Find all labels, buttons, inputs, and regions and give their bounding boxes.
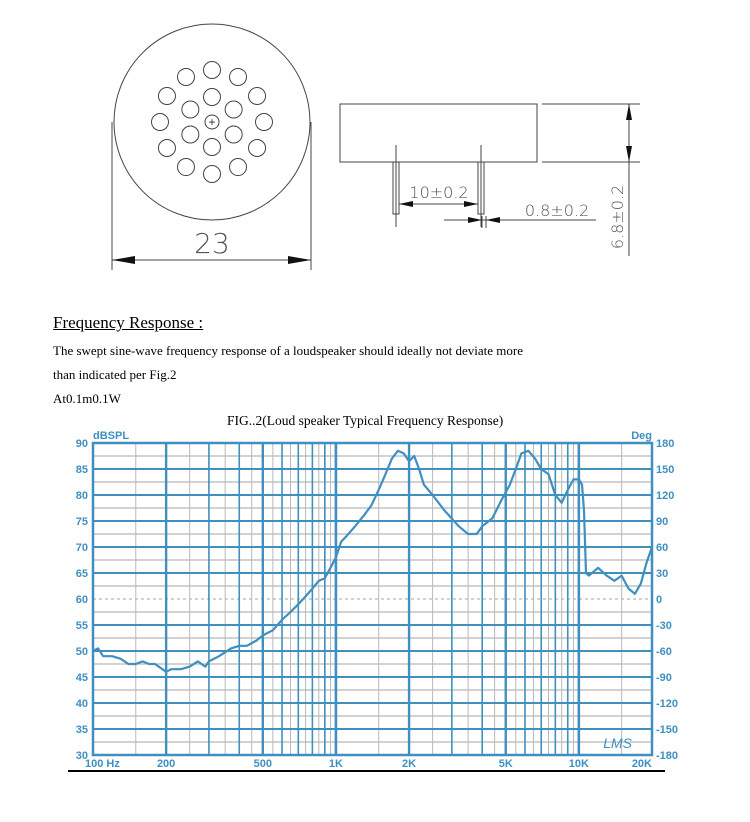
y-axis-label: dBSPL — [93, 430, 130, 442]
y2-tick-label: 30 — [656, 568, 669, 580]
x-tick-label: 200 — [156, 758, 176, 770]
y2-tick-label: -90 — [656, 672, 672, 684]
y-tick-label: 70 — [75, 542, 88, 554]
y-tick-label: 90 — [75, 438, 88, 450]
x-tick-label: 5K — [498, 758, 513, 770]
y-tick-label: 75 — [75, 516, 88, 528]
diameter-label: 23 — [194, 227, 230, 260]
y-tick-label: 60 — [75, 594, 88, 606]
x-tick-label: 20K — [631, 758, 652, 770]
y-tick-label: 80 — [75, 490, 88, 502]
pin-width-label: 0.8±0.2 — [524, 201, 590, 220]
y-tick-label: 35 — [75, 724, 88, 736]
y2-tick-label: 150 — [656, 464, 675, 476]
y2-tick-label: -30 — [656, 620, 672, 632]
lms-watermark: LMS — [603, 735, 632, 751]
height-label: 6.8±0.2 — [608, 184, 627, 250]
y-tick-label: 65 — [75, 568, 88, 580]
x-tick-label: 10K — [568, 758, 589, 770]
section-title: Frequency Response : — [53, 313, 204, 332]
y2-axis-label: Deg — [631, 430, 652, 442]
x-tick-label: 500 — [253, 758, 272, 770]
pin-spacing-label: 10±0.2 — [409, 183, 469, 202]
y-tick-label: 40 — [75, 698, 88, 710]
baseline-rule — [68, 770, 665, 772]
y-tick-label: 85 — [75, 464, 88, 476]
paragraph-line-2: than indicated per Fig.2 — [53, 367, 177, 382]
y2-tick-label: 0 — [656, 594, 663, 606]
y2-tick-label: 180 — [656, 438, 675, 450]
y-tick-label: 30 — [75, 750, 88, 762]
y-tick-label: 50 — [75, 646, 88, 658]
center-mark-icon: + — [208, 115, 216, 129]
paragraph-line-1: The swept sine-wave frequency response of a loudspeaker should ideally not deviate more — [53, 343, 524, 358]
y2-tick-label: -150 — [656, 724, 679, 736]
measurement-condition: At0.1m0.1W — [53, 391, 121, 406]
y2-tick-label: -180 — [656, 750, 679, 762]
x-axis-ticks — [85, 758, 652, 770]
y2-tick-label: -120 — [656, 698, 679, 710]
y-axis-ticks — [76, 438, 88, 762]
x-tick-label: 1K — [328, 758, 343, 770]
figure-caption: FIG..2(Loud speaker Typical Frequency Response) — [227, 413, 504, 428]
y2-tick-label: 120 — [656, 490, 675, 502]
x-tick-label: 100 Hz — [85, 758, 120, 770]
y-tick-label: 45 — [75, 672, 88, 684]
y2-tick-label: 60 — [656, 542, 669, 554]
x-tick-label: 2K — [402, 758, 417, 770]
y-tick-label: 55 — [75, 620, 88, 632]
y2-tick-label: 90 — [656, 516, 669, 528]
y2-axis-ticks — [656, 438, 678, 762]
y2-tick-label: -60 — [656, 646, 672, 658]
